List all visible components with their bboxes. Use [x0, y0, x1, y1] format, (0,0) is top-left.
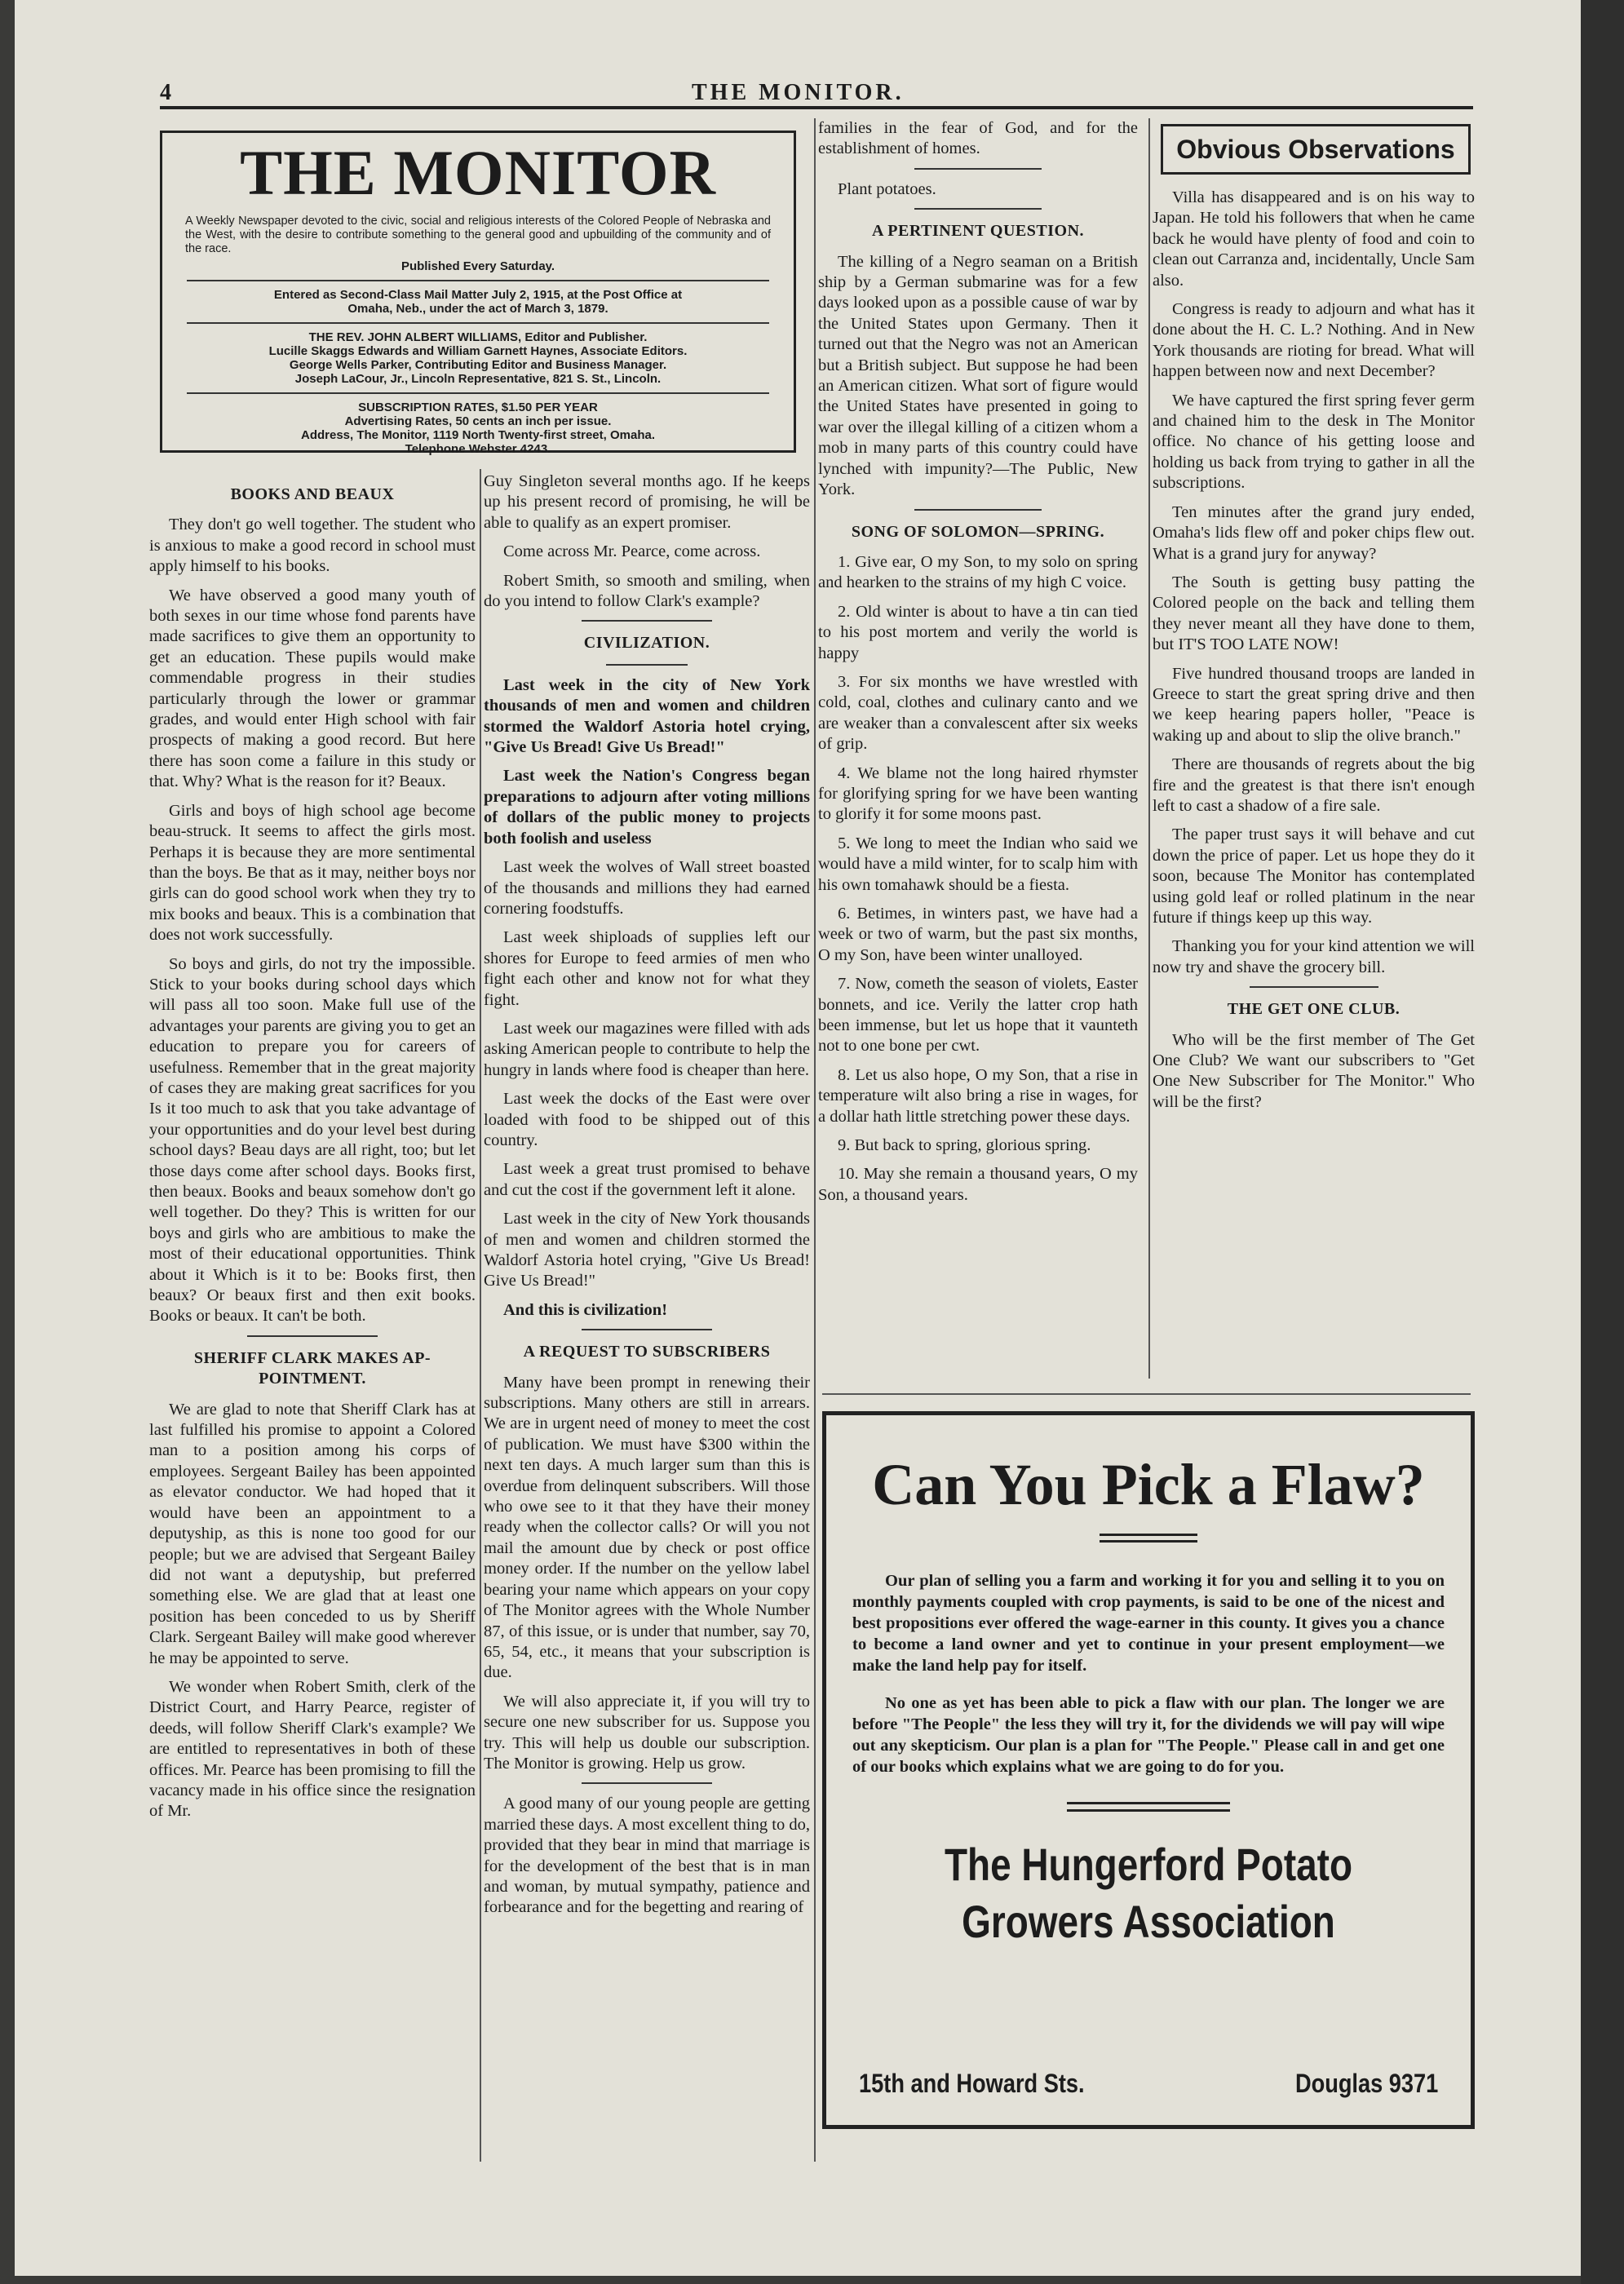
masthead-rule: [187, 392, 769, 394]
subscription-line: Advertising Rates, 50 cents an inch per issue.: [344, 414, 612, 428]
paragraph: Plant potatoes.: [838, 179, 936, 198]
article-title: THE GET ONE CLUB.: [1227, 1000, 1401, 1019]
verse: 6. Betimes, in winters past, we have had a week or two of warm, but the past six months, O my Son, have been winter unalloyed.: [818, 905, 1138, 964]
publication-frequency: Published Every Saturday.: [400, 259, 555, 273]
advertisement-box: [822, 1411, 1475, 2129]
paragraph: Come across Mr. Pearce, come across.: [503, 542, 761, 561]
verse: 1. Give ear, O my Son, to my solo on spring and hearken to the strains of my high C voice.: [818, 552, 1138, 592]
section-divider: [582, 620, 712, 622]
newspaper-page: [15, 0, 1581, 2276]
paragraph: We are glad to note that Sheriff Clark has at last fulfilled his promise to appoint a Colored man to a position among his corps of employees. Sergeant Bailey has been appointed as elevator conductor. We had hoped that it would have been an appointment to a deputyship, as this is none too good for our people; but we are advised that Sergeant Bailey did not want a deputyship, but preferred something else. We are glad that at least one position has been conceded to us by Sheriff Clark. Sergeant Bailey will make good wherever he may be appointed to serve.: [149, 1400, 476, 1667]
paragraph: Five hundred thousand troops are landed in Greece to start the great spring drive and then we keep hearing papers holler, "Peace is waking up and about to slip the olive branch.": [1153, 664, 1475, 745]
staff-line: George Wells Parker, Contributing Editor and Business Manager.: [289, 358, 667, 372]
ad-body: [852, 1570, 1445, 1676]
verse: 3. For six months we have wrestled with cold, coal, clothes and culinary canto and we are weaker than a convalescent after six weeks of grip.: [818, 672, 1138, 754]
paragraph: The killing of a Negro seaman on a British ship by a German submarine was for a few days looked upon as a possible cause of war by the United States upon Germany. Then it turned out that the Negro was not an American but a British subject. But suppose he had been an American citizen. What sort of figure would the United States have presented in going to war over the illegal killing of a citizen whom a mob in many parts of this country could have lynched with impunity?—The Public, New York.: [818, 252, 1138, 499]
verse: 2. Old winter is about to have a tin can tied to his post mortem and verily the world is happy: [818, 602, 1138, 662]
verse: 9. But back to spring, glorious spring.: [838, 1136, 1091, 1155]
scan-edge: [1581, 0, 1624, 2284]
paragraph: Last week our magazines were filled with ads asking American people to contribute to help the hungry in lands where food is cheaper than here.: [484, 1019, 810, 1079]
company-phone: Douglas 9371: [1294, 2069, 1438, 2098]
article-title: CIVILIZATION.: [583, 634, 710, 653]
paragraph: The South is getting busy patting the Colored people on the back and telling them they never meant all they have done to them, but IT'S TOO LATE NOW!: [1153, 573, 1475, 654]
paragraph: Thanking you for your kind attention we will now try and shave the grocery bill.: [1153, 937, 1475, 976]
paragraph: There are thousands of regrets about the big fire and the greatest is that there isn't enough left to cast a shadow of a fire sale.: [1153, 755, 1475, 815]
paragraph: And this is civilization!: [503, 1300, 668, 1319]
ad-paragraph: Our plan of selling you a farm and working it for you and selling it to you on monthly payments coupled with crop payments, is said to be one of the nicest and best propositions ever offered the wage-earner in this county. It gives you a chance to become a land owner and yet to continue in your present employment—we make the land help pay for itself.: [852, 1572, 1445, 1675]
company-name: The Hungerford Potato Growers Association: [945, 1839, 1352, 1947]
subscription-line: SUBSCRIPTION RATES, $1.50 PER YEAR: [358, 401, 598, 414]
verse: 7. Now, cometh the season of violets, Easter bonnets, and ice. Verily the latter crop hath been immense, but let us hope that it vaunteth not to one bone per cwt.: [818, 975, 1138, 1056]
paragraph: Last week the docks of the East were over loaded with food to be shipped out of this country.: [484, 1090, 810, 1149]
verse: 5. We long to meet the Indian who said we would have a mild winter, for to scalp him with his own tomahawk should be a fiesta.: [818, 834, 1138, 894]
ad-divider: [1067, 1802, 1230, 1812]
paragraph: So boys and girls, do not try the impossible. Stick to your books during school days which will pass all too soon. Make full use of the advantages your parents are giving you to get an education to prepare you for careers of usefulness. Remember that in the great majority of cases they are making great sacrifices for you Is it too much to ask that you take advantage of your opportunities and do your level best during school days? Beau days are all right, too; but let those days come after school days. Books first, then beaux. Books and beaux somehow don't go well together. Do they? This is written for our boys and girls who are ambitious to make the most of their educational opportunities. Think about it Which is it to be: Books first, then beaux? Or beaux first and then exit books. Books or beaux. It can't be both.: [149, 954, 476, 1326]
staff-line: Joseph LaCour, Jr., Lincoln Representative, 821 S. St., Lincoln.: [294, 372, 662, 386]
ad-headline: Can You Pick a Flaw?: [872, 1452, 1425, 1517]
paragraph: Villa has disappeared and is on his way to Japan. He told his followers that when he came back he would have plenty of food and coin to clean out Carranza and, incidentally, Uncle Sam also.: [1153, 188, 1475, 290]
masthead-rule: [187, 280, 769, 281]
column-1: [149, 473, 476, 1830]
article-title: SONG OF SOLOMON—SPRING.: [851, 522, 1105, 541]
staff-line: THE REV. JOHN ALBERT WILLIAMS, Editor and Publisher.: [308, 330, 648, 344]
section-divider: [914, 168, 1042, 170]
page-number: 4: [160, 80, 171, 105]
paragraph: Guy Singleton several months ago. If he keeps up his present record of promising, he will be able to qualify as an expert promiser.: [484, 472, 810, 532]
column-3: [818, 118, 1138, 1214]
masthead-rule: [187, 322, 769, 324]
paragraph: A good many of our young people are getting married these days. A most excellent thing to do, provided that they bear in mind that marriage is for the development of the best that is in man and woman, by mutual sympathy, patience and forbearance and for the begetting and rearing of: [484, 1795, 810, 1917]
mail-entry-line: Entered as Second-Class Mail Matter July 2, 1915, at the Post Office at: [273, 288, 683, 302]
paragraph: Last week the Nation's Congress began preparations to adjourn after voting millions of dollars of the public money to projects both foolish and useless: [484, 767, 810, 848]
paragraph: Last week in the city of New York thousands of men and women and children stormed the Waldorf Astoria hotel crying, "Give Us Bread! Give Us Bread!": [484, 675, 810, 757]
obvious-observations-title: Obvious Observations: [1161, 124, 1471, 175]
column-4: [1153, 188, 1475, 1121]
subscription-line: Telephone Webster 4243.: [405, 442, 551, 456]
paragraph: Congress is ready to adjourn and what has it done about the H. C. L.? Nothing. And in New York thousands are rioting for bread. What will happen between now and next December?: [1153, 300, 1475, 381]
ad-body: [852, 1693, 1445, 1777]
column-rule: [1148, 118, 1150, 1379]
ad-divider: [1100, 1534, 1197, 1543]
column-rule: [480, 469, 481, 2162]
paragraph: The paper trust says it will behave and cut down the price of paper. Let us hope they do it soon, because The Monitor has contemplated using gold leaf or rolled platinum in the near future if things keep up this way.: [1153, 826, 1475, 927]
masthead-title: THE MONITOR: [240, 137, 716, 208]
company-address: 15th and Howard Sts.: [859, 2069, 1085, 2098]
verse: 10. May she remain a thousand years, O my Son, a thousand years.: [818, 1165, 1138, 1204]
paragraph: Robert Smith, so smooth and smiling, when do you intend to follow Clark's example?: [484, 571, 810, 611]
paragraph: Last week in the city of New York thousands of men and women and children stormed the Waldorf Astoria hotel crying, "Give Us Bread! Give Us Bread!": [484, 1210, 810, 1290]
paragraph: Many have been prompt in renewing their subscriptions. Many others are still in arrears. We are in urgent need of money to meet the cost of publication. We must have $300 within the next ten days. A much larger sum than this is overdue from delinquent subscribers. Will those who owe see to it that they have their money ready when the collector calls? Or will you not mail the amount due by check or post office money order. If the number on the yellow label bearing your name which appears on your copy of The Monitor agrees with the Whole Number 87, of this issue, or is under that number, say 70, 65, 54, etc., it means that your subscription is due.: [484, 1373, 810, 1682]
paragraph: Ten minutes after the grand jury ended, Omaha's lids flew off and poker chips flew out. What is a grand jury for anyway?: [1153, 502, 1475, 563]
paragraph: We will also appreciate it, if you will try to secure one new subscriber for us. Suppose you try. This will help us double our subscription. The Monitor is growing. Help us grow.: [484, 1692, 810, 1773]
staff-line: Lucille Skaggs Edwards and William Garnett Haynes, Associate Editors.: [268, 344, 688, 358]
verse: 4. We blame not the long haired rhymster for glorifying spring for we have been wanting to glorify it for some moons past.: [818, 764, 1138, 824]
ad-paragraph: No one as yet has been able to pick a flaw with our plan. The longer we are before "The People" the less they will try it, for the dividends we will pay will wipe out any skepticism. Our plan is a plan for "The People." Please call in and get one of our books which explains what we are going to do for you.: [852, 1694, 1445, 1776]
paragraph: We have observed a good many youth of both sexes in our time whose fond parents have made sacrifices to give them an opportunity to get an education. These pupils would make commendable progress in their studies particularly through the lower or grammar grades, and would enter High school with fair prospects of making a good record. But here there has soon come a failure in this study or that. Why? What is the reason for it? Beaux.: [149, 586, 476, 791]
paragraph: families in the fear of God, and for the establishment of homes.: [818, 119, 1138, 158]
section-divider: [247, 1335, 378, 1337]
paragraph: They don't go well together. The student who is anxious to make a good record in school must apply himself to his books.: [149, 516, 476, 576]
masthead-box: [160, 131, 796, 456]
article-title: A PERTINENT QUESTION.: [871, 222, 1085, 241]
section-divider: [1250, 986, 1378, 988]
paragraph: We have captured the first spring fever germ and chained him to the desk in The Monitor office. No chance of his getting loose and holding us back from trying to gather in all the subscriptions.: [1153, 391, 1475, 493]
section-divider: [582, 1329, 712, 1330]
column-2: [484, 471, 810, 1927]
section-divider: [582, 1782, 712, 1784]
article-title: BOOKS AND BEAUX: [230, 485, 395, 503]
paragraph: We wonder when Robert Smith, clerk of the District Court, and Harry Pearce, register of deeds, will follow Sheriff Clark's example? We are entitled to representatives in both of these offices. Mr. Pearce has been promising to fill the vacancy made in his office since the resignation of Mr.: [149, 1677, 476, 1821]
paragraph: Who will be the first member of The Get One Club? We want our subscribers to "Get One New Subscriber for The Monitor." Who will be the first?: [1153, 1030, 1475, 1111]
subscription-line: Address, The Monitor, 1119 North Twenty-first street, Omaha.: [301, 428, 655, 442]
paragraph: Last week shiploads of supplies left our shores for Europe to feed armies of men who fight each other and know not for what they fight.: [484, 928, 810, 1009]
header-rule: [160, 106, 1473, 109]
verse: 8. Let us also hope, O my Son, that a rise in temperature wilt also bring a rise in wages, for a dollar hath little stretching power these days.: [818, 1065, 1138, 1126]
masthead-description: A Weekly Newspaper devoted to the civic, social and religious interests of the Colored People of Nebraska and the West, with the desire to contribute something to the general good and upbuilding of the community and of the race.: [185, 215, 771, 255]
article-title: A REQUEST TO SUBSCRIBERS: [523, 1343, 771, 1361]
paragraph: Girls and boys of high school age become beau-struck. It seems to affect the girls most. Perhaps it is because they are more sentimental than the boys. Be that as it may, neither boys nor girls can do good school work when they try to mix books and beaux. This is a combination that does not work successfully.: [149, 801, 476, 945]
section-divider: [914, 208, 1042, 210]
section-divider: [606, 664, 688, 666]
paragraph: Last week a great trust promised to behave and cut the cost if the government left it alone.: [484, 1160, 810, 1199]
ad-top-rule: [822, 1393, 1471, 1395]
column-rule: [814, 118, 816, 2162]
mail-entry-line: Omaha, Neb., under the act of March 3, 1879.: [347, 302, 608, 316]
running-title: THE MONITOR.: [692, 80, 905, 105]
section-divider: [914, 509, 1042, 511]
paragraph: Last week the wolves of Wall street boasted of the thousands and millions they had earned cornering foodstuffs.: [484, 858, 810, 918]
article-title: SHERIFF CLARK MAKES AP-POINTMENT.: [193, 1348, 431, 1388]
